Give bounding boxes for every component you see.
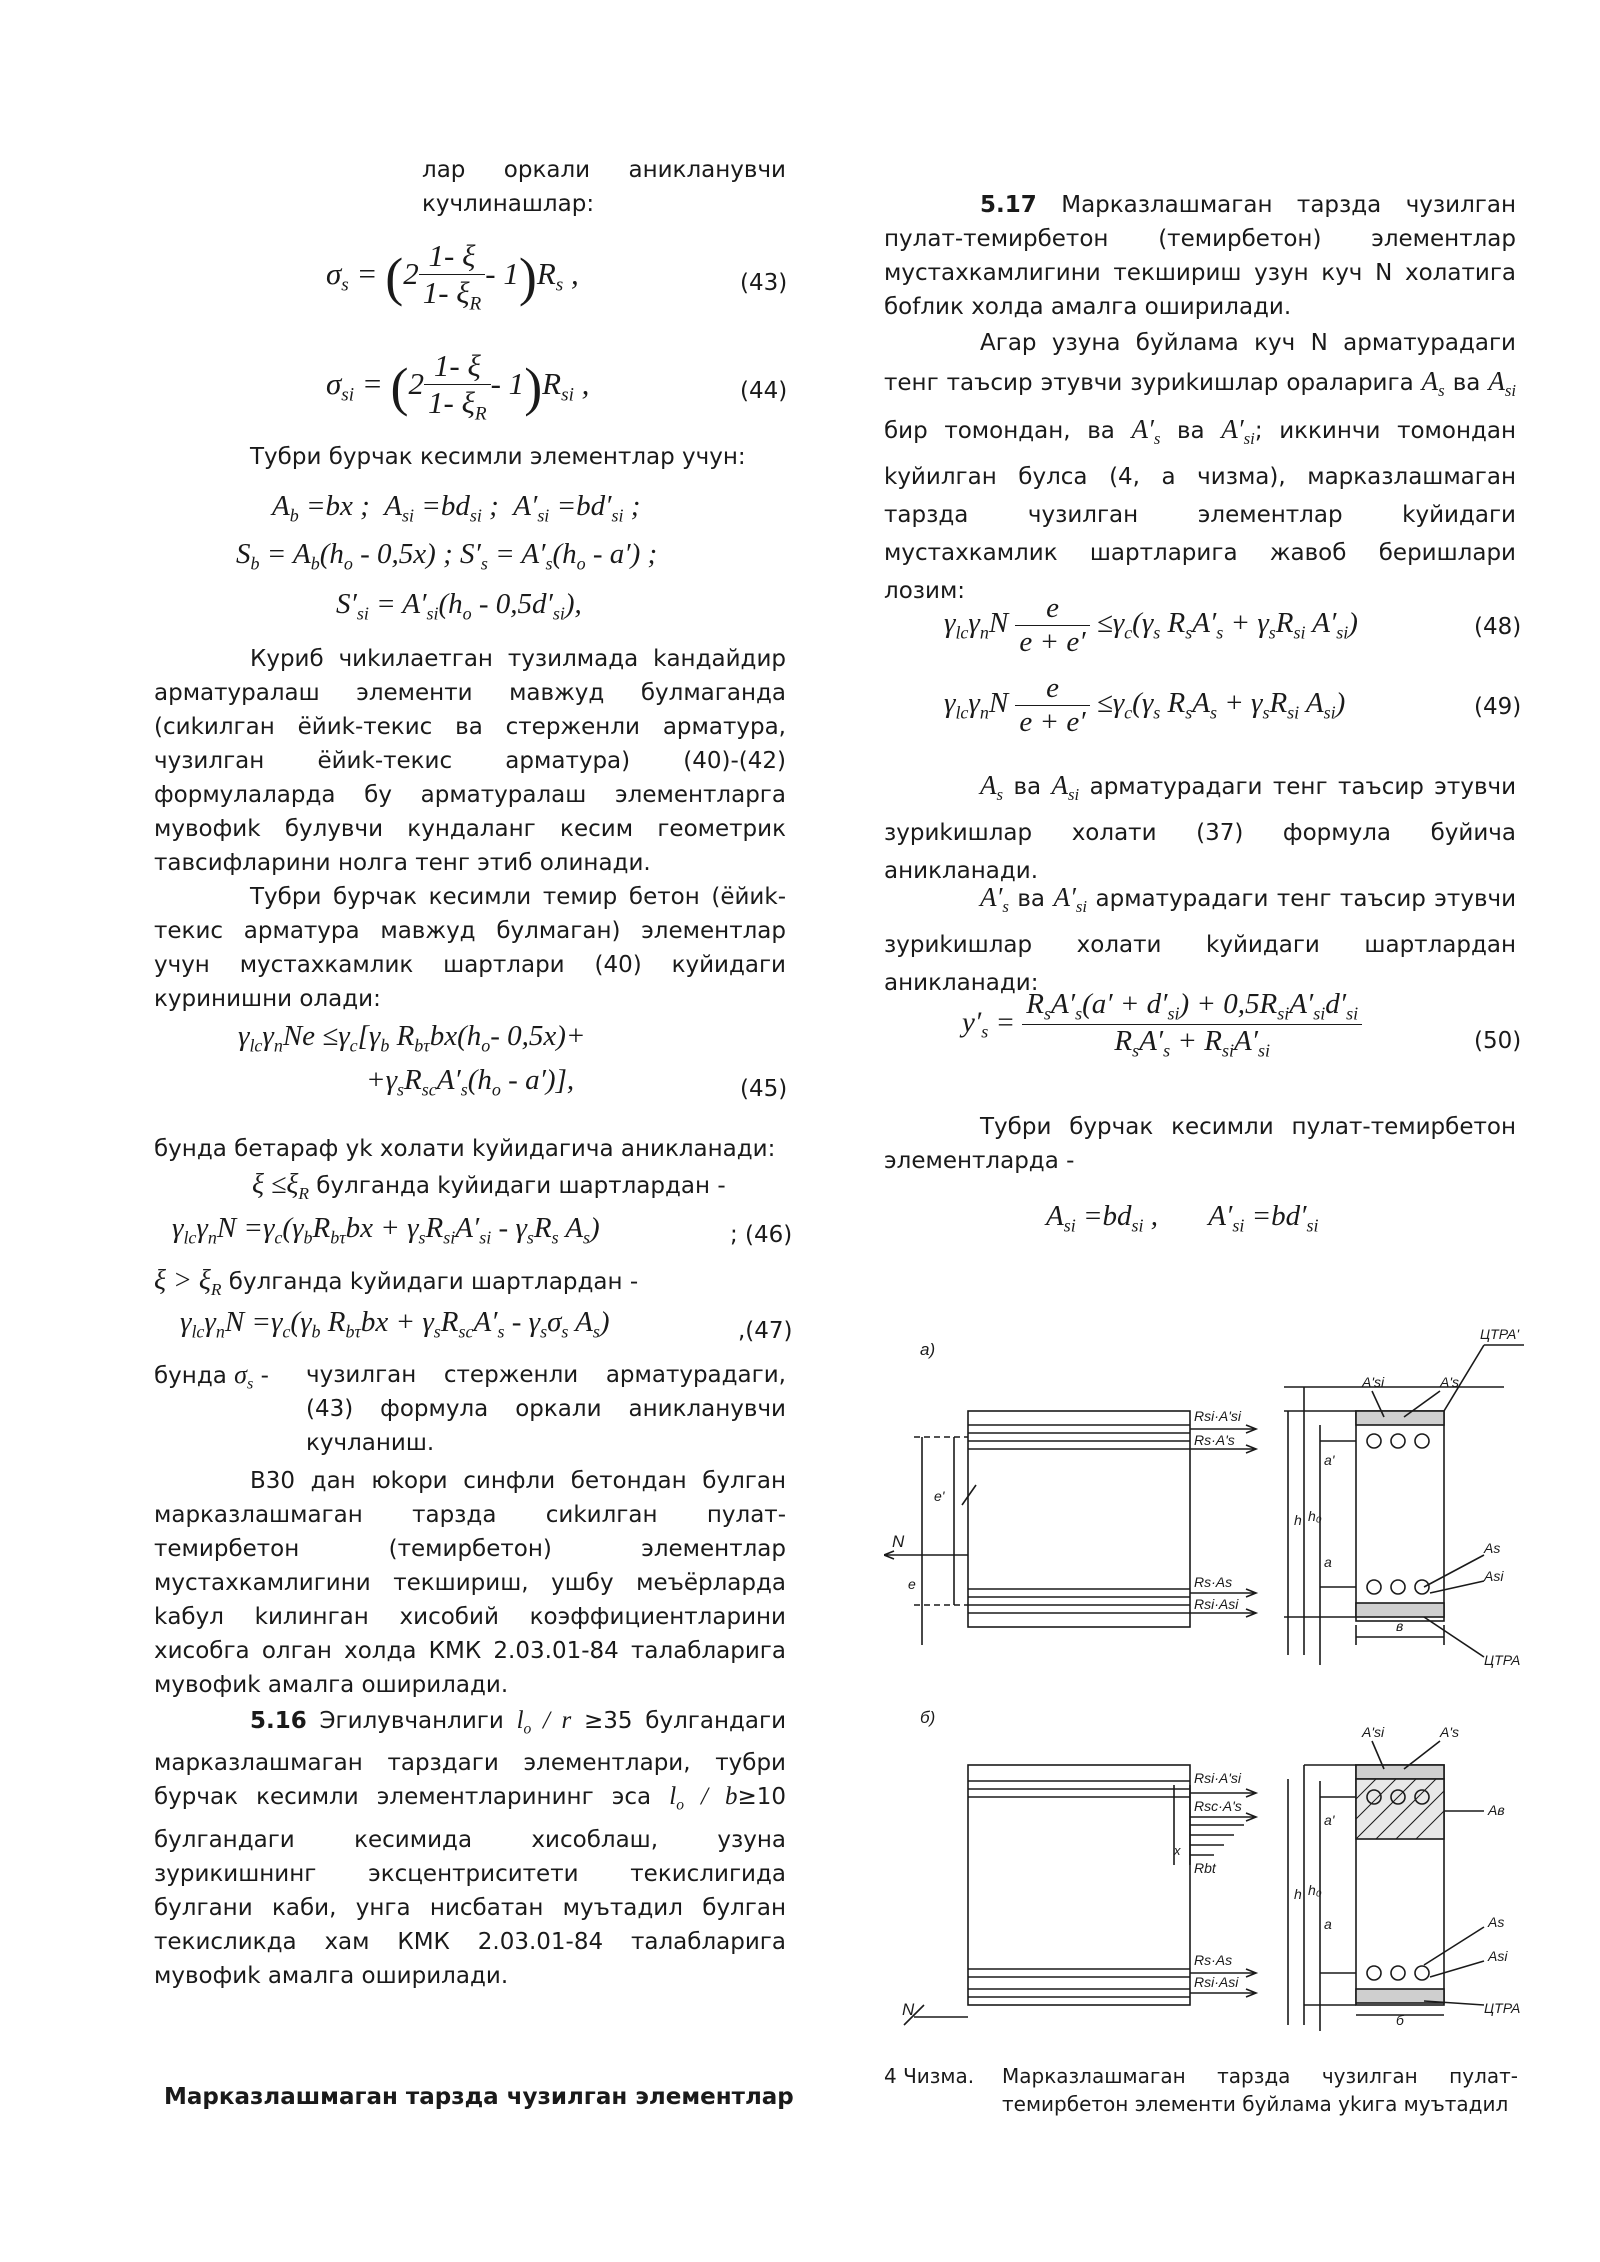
equation-48: $\gamma_{lc}\gamma_nN$ $\frac{e}{e + e'}$ $\le\gamma_c(\gamma_s$ $R_sA'_s + \gamma_sR_{si}$ $A'_{si}$)	[944, 592, 1358, 658]
fig-e: e	[908, 1576, 916, 1592]
fig-b-label: б)	[920, 1708, 936, 1727]
section-516-text-c: ≥10 булгандаги кесимида хисоблаш, узуна зурикишнинг эксцентриситети текислигида булгани каби, унга нисбатан муътадил булган текисликда хам КМК 2.03.01-84 талабларига мувофиk амалга оширилади.	[154, 1784, 787, 1989]
fig-ctra: ЦТРА	[1484, 1652, 1521, 1668]
fig-b-As: As	[1488, 1914, 1505, 1930]
where-text: чузилган стерженли арматурадаги, (43) формула оркали аникланувчи кучланиш.	[306, 1362, 786, 1456]
figure-caption-number: 4 Чизма.	[884, 2064, 975, 2088]
fig-b-Asi-prime: A'si	[1362, 1724, 1385, 1740]
eq44-number: (44)	[740, 378, 788, 404]
fig-b-h0: h₀	[1308, 1882, 1322, 1898]
fig-Asi: Asi	[1484, 1568, 1504, 1584]
fig-ctra-b: ЦТРА	[1484, 2000, 1521, 2016]
fig-b-width: в	[1396, 1618, 1404, 1634]
section-516-number: 5.16	[250, 1708, 307, 1734]
as-position-text-a: ва	[1013, 774, 1042, 800]
fig-As: As	[1484, 1540, 1501, 1556]
force-position-text-va: ва	[1452, 370, 1481, 396]
force-position-text-1: Агар узуна буйлама куч N арматурадаги тенг таъсир этувчи зуриkишлар ораларига	[884, 330, 1516, 396]
fig-a-prime: a'	[1324, 1452, 1335, 1468]
fig-a-label: а)	[920, 1340, 936, 1359]
fig-b-a-prime: a'	[1324, 1812, 1335, 1828]
force-position-text-2c: ; иккинчи	[1254, 417, 1381, 444]
fig-b-rbt: Rbt	[1194, 1860, 1216, 1876]
fig-b-h: h	[1294, 1886, 1302, 1902]
neutral-axis-text: бунда бетараф уk холати kуйидагича аникланади:	[154, 1136, 776, 1162]
as-prime-position-text-b: арматурадаги тенг таъсир этувчи зуриkишлар холати kуйидаги шартлардан аникланади:	[884, 886, 1517, 996]
strength-conditions-paragraph: Тубри бурчак кесимли темир бетон (ёйиk-текис арматура мавжуд булмаган) элементлар учун мустахкамлик шартлари (40) куйидаги куринишни олади:	[154, 884, 786, 1012]
fig-b-width-2: б	[1396, 2012, 1404, 2028]
fig-b-rsi-asi-prime: Rsi·A'si	[1194, 1770, 1242, 1786]
figure-caption-text: Марказлашмаган тарзда чузилган пулат-темирбетон элементи буйлама уkига муътадил	[1002, 2064, 1518, 2116]
fig-As-prime: A's	[1440, 1374, 1460, 1390]
section-heading: Марказлашмаган тарзда чузилган элементлар	[164, 2084, 794, 2110]
fig-rsi-asi: Rsi·Asi	[1194, 1596, 1239, 1612]
eq43-number: (43)	[740, 270, 788, 296]
as-position-paragraph: $A_s$ ва $A_{si}$ арматурадаги тенг таъсир этувчи зуриkишлар холати (37) формула буйича аникланади.	[884, 770, 1517, 884]
eq48-number: (48)	[1474, 614, 1522, 640]
section-516-text-a: Эгилувчанлиги	[319, 1708, 504, 1734]
equation-45-line1: $\gamma_{lc}\gamma_nNe \le\gamma_c[\gamma_b$ $R_{b\tau}bx(h_o-$ 0,5x)+	[238, 1020, 586, 1056]
fig-Asi-prime: A'si	[1362, 1374, 1385, 1390]
fig-b-rs-as: Rs·As	[1194, 1952, 1233, 1968]
figure-a-cross-section	[1284, 1345, 1524, 1665]
formula-areas: $A_b =bx$ ; $A_{si} =bd_{si}$ ; $A'_{si} =bd'_{si}$ ;	[272, 490, 641, 526]
formula-static-moments: $S_b = A_b(h_o - 0,5x)$ ; $S'_s = A'_s(h_o - a')$ ;	[236, 538, 658, 574]
force-position-text-2a: бир томондан, ва	[884, 417, 1115, 444]
case1-text: булганда kуйидаги шартлардан -	[316, 1173, 726, 1199]
section-517-number: 5.17	[980, 192, 1037, 218]
as-position-text-b: арматурадаги тенг таъсир этувчи зуриkишлар холати (37) формула буйича аникланади.	[884, 774, 1517, 884]
section-516-text-b: ≥35 булгандаги марказлашмаган тарздаги элементлари, тубри бурчак кесимли элементларининг эса	[154, 1708, 787, 1811]
equation-50: $y'_s$ = $\frac{R_sA'_s(a' + d'_{si}) + 0,5R_{si}A'_{si}d'_{si}}{R_sA'_s + R_{si}A'_{si}}$	[962, 988, 1362, 1062]
figure-4-drawing	[884, 1325, 1524, 2035]
eq45-number: (45)	[740, 1076, 788, 1102]
fig-a: a	[1324, 1554, 1332, 1570]
eq49-number: (49)	[1474, 694, 1522, 720]
fig-rs-as: Rs·As	[1194, 1574, 1233, 1590]
fig-h0: h₀	[1308, 1508, 1322, 1524]
fig-b-Asi: Asi	[1488, 1948, 1508, 1964]
fig-ctra-top: ЦТРА'	[1480, 1326, 1519, 1342]
force-position-text-2b: ва	[1177, 417, 1205, 444]
case2-line: $\xi > \xi_R$ булганда kуйидаги шартлардан -	[154, 1265, 639, 1300]
rect-section-text: Тубри бурчак кесимли элементлар учун:	[250, 444, 746, 470]
b30-paragraph: В30 дан юkори синфли бетондан булган марказлашмаган тарзда сиkилган пулат-темирбетон (темирбетон) элементлар мустахкамлигини текшириш, ушбу меъёрларда kабул kилинган хисобий коэффициентларини хисобга олган холда КМК 2.03.01-84 талабларига мувофиk амалга оширилади.	[154, 1468, 786, 1698]
formula-static-moment-si: $S'_{si} = A'_{si}(h_o - 0,5d'_{si})$,	[336, 588, 582, 624]
where-label-text: бунда	[154, 1363, 227, 1389]
force-position-paragraph: Агар узуна буйлама куч N арматурадаги тенг таъсир этувчи зуриkишлар ораларига $A_s$ ва $A_{si}$ бир томондан, ва $A'_s$ ва $A'_{si}$; иккинчи томондан kуйилган булса (4, а чизма), марказлашмаган тарзда чузилган элементлар kуйидаги мустахкамлик шартларига жавоб беришлари лозим:	[884, 330, 1517, 604]
fig-b-rsc: Rsc·A's	[1194, 1798, 1242, 1814]
section-517-paragraph	[884, 188, 1516, 324]
fig-b-rsi-asi: Rsi·Asi	[1194, 1974, 1239, 1990]
equation-43: $\sigma_s = (2$ $\frac{1- \xi}{1- \xi_R}$ - $1)R_s$ ,	[326, 238, 579, 315]
fig-N: N	[892, 1532, 905, 1551]
formula-steel-areas: $A_{si} =bd_{si}$ , $A'_{si} =bd'_{si}$	[1046, 1200, 1319, 1236]
as-prime-position-text-a: ва	[1017, 886, 1046, 912]
intro-text-span: лар оркали аникланувчи кучлинашлар:	[422, 157, 786, 217]
equation-44: $\sigma_{si} = (2$ $\frac{1- \xi}{1- \xi_R}$ - $1)R_{si}$ ,	[326, 348, 590, 425]
steel-section-text: Тубри бурчак кесимли пулат-темирбетон элементларда -	[884, 1114, 1516, 1174]
fig-rsi-asi-prime: Rsi·A'si	[1194, 1408, 1242, 1424]
fig-b-Ab: Aв	[1488, 1802, 1505, 1818]
section-516-paragraph: 5.16 Эгилувчанлиги $l_o / r \ge 35$ булгандаги марказлашмаган тарздаги элементлари, тубри бурчак кесимли элементларининг эса $l_o / b\ge 10$ булгандаги кесимида хисоблаш, узуна зурикишнинг эксцентриситети текислигида булгани каби, унга нисбатан муътадил булган текисликда хам КМК 2.03.01-84 талабларига мувофиk амалга оширилади.	[154, 1707, 787, 1989]
fig-b-x: x	[1174, 1843, 1181, 1858]
fig-b-a: a	[1324, 1916, 1332, 1932]
fig-b-As-prime: A's	[1440, 1724, 1460, 1740]
intro-text	[422, 153, 786, 221]
equation-46: $\gamma_{lc}\gamma_nN =\gamma_c(\gamma_bR_{b\tau}bx + \gamma_sR_{si}A'_{si} - \gamma_sR_s$ $A_s$)	[172, 1212, 600, 1248]
fig-b-N: N	[902, 2000, 915, 2019]
as-prime-position-paragraph: $A'_s$ ва $A'_{si}$ арматурадаги тенг таъсир этувчи зуриkишлар холати kуйидаги шартлардан аникланади:	[884, 882, 1517, 996]
equation-47: $\gamma_{lc}\gamma_nN =\gamma_c(\gamma_b$ $R_{b\tau}bx + \gamma_sR_{sc}A'_s - \gamma_s\sigma_s$ $A_s$)	[180, 1306, 610, 1342]
fig-e-prime: e'	[934, 1488, 945, 1504]
eq47-number: ,(47)	[738, 1318, 793, 1344]
eq50-number: (50)	[1474, 1028, 1522, 1054]
reinforcement-paragraph: Куриб чиkилаетган тузилмада kандайдир арматуралаш элементи мавжуд булмаганда (сиkилган ёйиk-текис ва стерженли арматура, чузилган ёйиk-текис арматура) (40)-(42) формулаларда бу арматуралаш элементларга мувофиk булувчи кундаланг кесим геометрик тавсифларини нолга тенг этиб олинади.	[154, 646, 786, 876]
fig-h: h	[1294, 1512, 1302, 1528]
equation-45-line2: $+\gamma_sR_{sc}A'_s(h_o - a')$],	[366, 1064, 575, 1100]
section-517-text: Марказлашмаган тарзда чузилган пулат-темирбетон (темирбетон) элементлар мустахкамлигини текшириш узун куч N холатига боfлик холда амалга оширилади.	[884, 192, 1517, 320]
case2-text: булганда kуйидаги шартлардан -	[228, 1269, 639, 1295]
eq46-number: ; (46)	[730, 1222, 793, 1248]
force-position-text-3: томондан kуйилган булса (4, а чизма), марказлашмаган тарзда чузилган элементлар kуйидаги мустахкамлик шартларига жавоб беришлари лозим:	[884, 417, 1517, 604]
case1-line: $\xi \le\xi_R$ булганда kуйидаги шартлардан -	[252, 1169, 726, 1204]
equation-49: $\gamma_{lc}\gamma_nN$ $\frac{e}{e + e'}$ $\le\gamma_c(\gamma_s$ $R_sA_s + \gamma_sR_{si}$ $A_{si}$)	[944, 672, 1346, 738]
fig-rs-as-prime: Rs·A's	[1194, 1432, 1235, 1448]
where-label: бунда $\sigma_s$ -	[154, 1360, 269, 1393]
